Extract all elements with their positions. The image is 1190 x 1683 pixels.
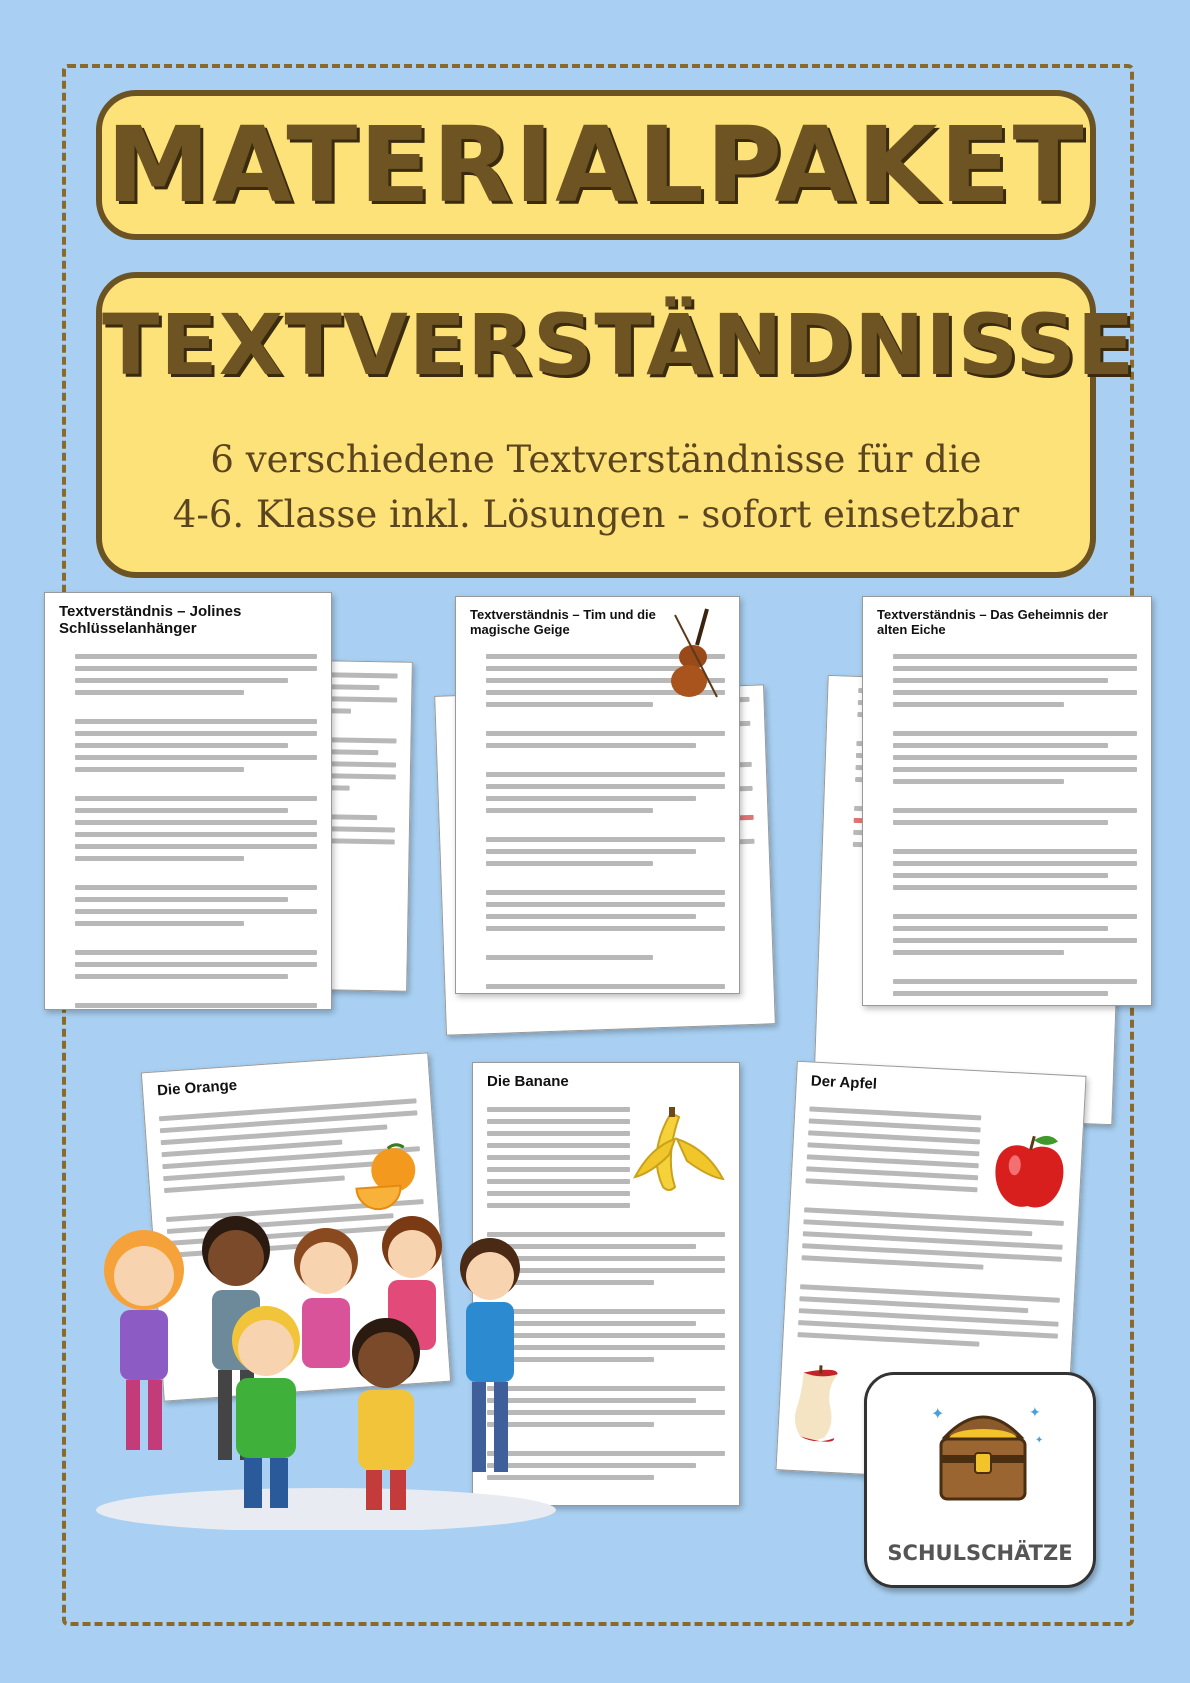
violin-icon bbox=[667, 605, 725, 703]
sheet-joline bbox=[44, 592, 332, 1010]
svg-text:✦: ✦ bbox=[1035, 1435, 1044, 1446]
sheet-tim bbox=[455, 596, 740, 994]
sheet-title: Der Apfel bbox=[810, 1072, 878, 1093]
sheet-eiche bbox=[862, 596, 1152, 1006]
subtitle-banner bbox=[96, 272, 1136, 578]
sheet-title: Die Orange bbox=[156, 1076, 238, 1100]
children-illustration bbox=[86, 1200, 556, 1530]
svg-text:✦: ✦ bbox=[931, 1404, 945, 1423]
title-banner bbox=[96, 90, 1096, 240]
sheet-title: Textverständnis – Tim und die magische Geige bbox=[470, 607, 656, 637]
brand-logo bbox=[864, 1372, 1096, 1588]
svg-text:✦: ✦ bbox=[1029, 1405, 1041, 1421]
sheet-title: Textverständnis – Jolines Schlüsselanhänger bbox=[59, 603, 242, 637]
treasure-chest-icon bbox=[917, 1397, 1049, 1517]
page-title: MATERIALPAKET bbox=[106, 104, 1086, 226]
apple-icon bbox=[990, 1130, 1068, 1214]
sheet-title: Die Banane bbox=[487, 1073, 569, 1090]
apple-core-icon bbox=[790, 1362, 848, 1449]
page-subtitle: TEXTVERSTÄNDNISSE bbox=[102, 296, 1136, 394]
description-line-2: 4-6. Klasse inkl. Lösungen - sofort einsetzbar bbox=[172, 493, 1020, 536]
description-line-1: 6 verschiedene Textverständnisse für die bbox=[210, 438, 982, 481]
sheet-title: Textverständnis – Das Geheimnis der alten Eiche bbox=[877, 607, 1108, 637]
banana-icon bbox=[631, 1103, 731, 1199]
brand-name: SCHULSCHÄTZE bbox=[887, 1541, 1073, 1565]
